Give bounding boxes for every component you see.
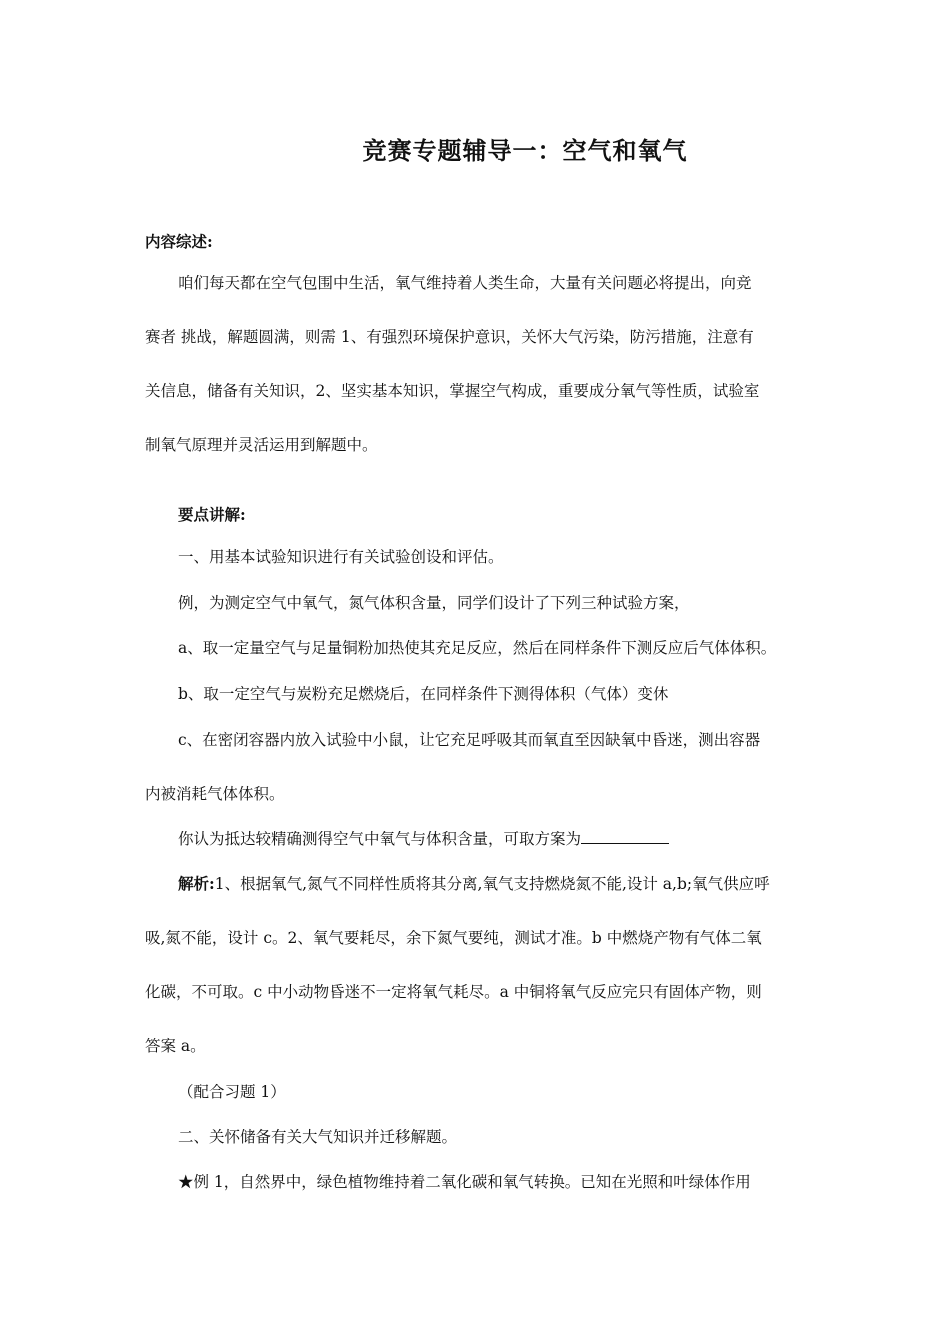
question-text: 你认为抵达较精确测得空气中氧气与体积含量，可取方案为 [178,830,582,848]
example-intro: 例，为测定空气中氧气，氮气体积含量，同学们设计了下列三种试验方案， [178,594,690,612]
option-c-line-1: c、在密闭容器内放入试验中小鼠，让它充足呼吸其而氧直至因缺氧中昏迷，测出容器 [178,731,761,749]
summary-line-3: 关信息，储备有关知识，2、坚实基本知识，掌握空气构成，重要成分氧气等性质，试验室 [145,382,760,400]
section-1-heading: 一、用基本试验知识进行有关试验创设和评估。 [178,548,504,566]
answer-line-4: 答案 a。 [145,1037,206,1055]
answer-line-1 [178,873,770,895]
answer-text-1: 1、根据氧气,氮气不同样性质将其分离,氧气支持燃烧氮不能,设计 a,b;氧气供应呼 [214,875,770,893]
summary-line-4: 制氧气原理并灵活运用到解题中。 [145,436,378,454]
page-title: 竞赛专题辅导一：空气和氧气 [362,136,688,165]
answer-line-2: 吸,氮不能，设计 c。2、氧气要耗尽，余下氮气要纯，测试才准。b 中燃烧产物有气体二氧 [145,929,762,947]
option-c-line-2: 内被消耗气体体积。 [145,785,285,803]
summary-line-1: 咱们每天都在空气包围中生活，氧气维持着人类生命，大量有关问题必将提出，向竞 [178,274,752,292]
option-a: a、取一定量空气与足量铜粉加热使其充足反应，然后在同样条件下测反应后气体体积。 [178,639,777,657]
example-1-line: ★例 1，自然界中，绿色植物维持着二氧化碳和氧气转换。已知在光照和叶绿体作用 [178,1173,751,1191]
summary-line-2: 赛者 挑战，解题圆满，则需 1、有强烈环境保护意识，关怀大气污染，防污措施，注意有 [145,328,754,346]
option-b: b、取一定空气与炭粉充足燃烧后，在同样条件下测得体积（气体）变休 [178,685,669,703]
summary-heading: 内容综述: [145,232,213,251]
section-2-heading: 二、关怀储备有关大气知识并迁移解题。 [178,1128,458,1146]
answer-blank [581,828,669,844]
points-heading: 要点讲解: [178,505,246,524]
exercise-note: （配合习题 1） [178,1083,286,1101]
answer-line-3: 化碳，不可取。c 中小动物昏迷不一定将氧气耗尽。a 中铜将氧气反应完只有固体产物，则 [145,983,762,1001]
answer-label: 解析: [178,874,215,893]
question-line [178,828,669,850]
